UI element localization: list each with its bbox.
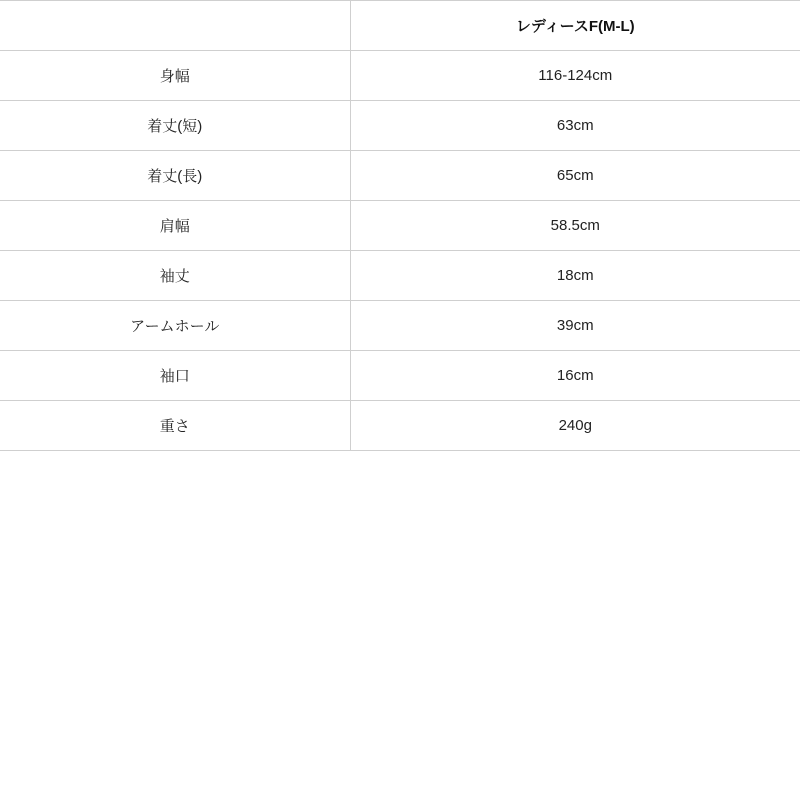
table-row [0,201,800,251]
row-value-armhole: 39cm [350,301,800,351]
table-row [0,401,800,451]
row-value-shoulder-width: 58.5cm [350,201,800,251]
table-header-row [0,1,800,51]
table-row [0,351,800,401]
table-row [0,301,800,351]
row-label-length-short: 着丈(短) [0,101,350,151]
row-label-sleeve-length: 袖丈 [0,251,350,301]
row-value-length-short: 63cm [350,101,800,151]
row-value-cuff: 16cm [350,351,800,401]
table-row [0,101,800,151]
row-label-weight: 重さ [0,401,350,451]
table-header-empty-cell [0,1,350,51]
table-row [0,151,800,201]
row-label-armhole: アームホール [0,301,350,351]
row-label-cuff: 袖口 [0,351,350,401]
row-value-length-long: 65cm [350,151,800,201]
table-row [0,51,800,101]
row-label-shoulder-width: 肩幅 [0,201,350,251]
row-label-body-width: 身幅 [0,51,350,101]
row-value-weight: 240g [350,401,800,451]
row-label-length-long: 着丈(長) [0,151,350,201]
table-header-size-label: レディースF(M-L) [350,1,800,51]
table-row [0,251,800,301]
row-value-sleeve-length: 18cm [350,251,800,301]
row-value-body-width: 116-124cm [350,51,800,101]
